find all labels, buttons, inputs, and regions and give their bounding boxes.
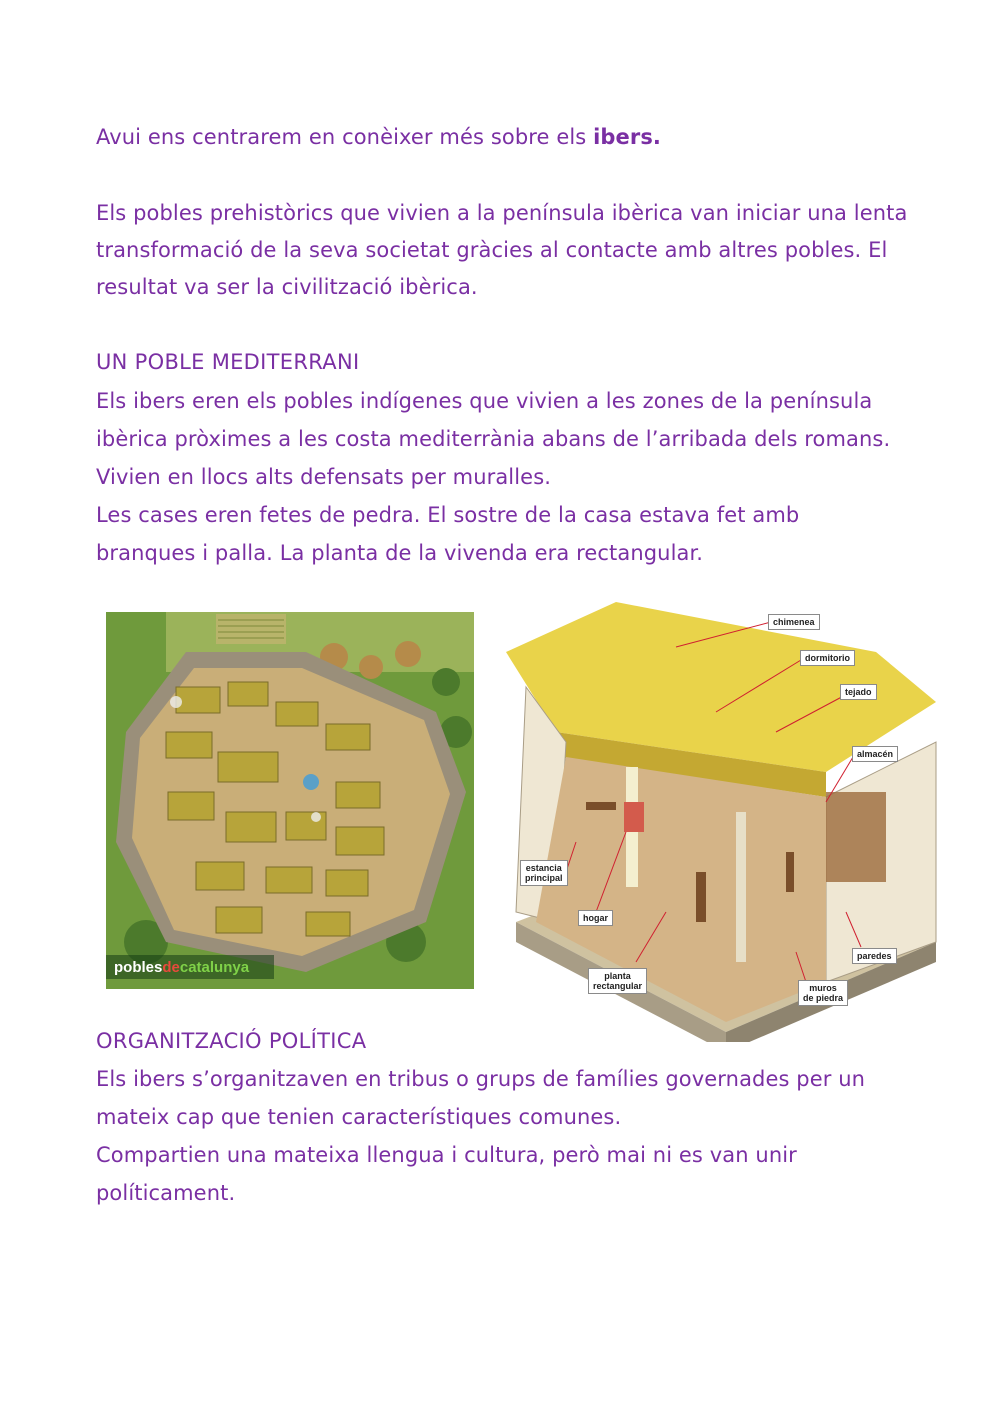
section1-heading: UN POBLE MEDITERRANI	[96, 350, 360, 374]
intro-line	[96, 122, 661, 152]
label-dormitorio: dormitorio	[800, 650, 855, 666]
label-tejado: tejado	[840, 684, 877, 700]
section2-line: mateix cap que tenien característiques comunes.	[96, 1105, 622, 1129]
section2-line: Compartien una mateixa llengua i cultura, però mai ni es van unir	[96, 1143, 797, 1167]
label-almacen: almacén	[852, 746, 898, 762]
label-muros-de-piedra: muros de piedra	[798, 980, 848, 1006]
section1-line: branques i palla. La planta de la vivenda era rectangular.	[96, 541, 704, 565]
section2-heading: ORGANITZACIÓ POLÍTICA	[96, 1029, 367, 1053]
intro-highlight: ibers.	[593, 125, 662, 149]
section2-line: políticament.	[96, 1181, 236, 1205]
paragraph1-line: transformació de la seva societat gràcies al contacte amb altres pobles. El	[96, 238, 888, 262]
label-paredes: paredes	[852, 948, 897, 964]
house-drawing	[496, 592, 948, 1042]
label-hogar: hogar	[578, 910, 613, 926]
label-chimenea: chimenea	[768, 614, 820, 630]
intro-text: Avui ens centrarem en conèixer més sobre els	[96, 125, 594, 149]
village-drawing	[106, 612, 474, 989]
section2-line: Els ibers s’organitzaven en tribus o grups de famílies governades per un	[96, 1067, 866, 1091]
paragraph1-line: resultat va ser la civilització ibèrica.	[96, 275, 478, 299]
section1-line: ibèrica pròximes a les costa mediterrània abans de l’arribada dels romans.	[96, 427, 891, 451]
paragraph1-line: Els pobles prehistòrics que vivien a la península ibèrica van iniciar una lenta	[96, 201, 908, 225]
section1-line: Les cases eren fetes de pedra. El sostre de la casa estava fet amb	[96, 503, 800, 527]
pobles-de-catalunya-logo: pobles de catalunya	[106, 955, 274, 979]
label-planta-rectangular: planta rectangular	[588, 968, 647, 994]
iberian-village-illustration	[106, 612, 474, 989]
section1-line: Vivien en llocs alts defensats per muralles.	[96, 465, 552, 489]
iberian-house-diagram	[496, 592, 948, 1042]
section1-line: Els ibers eren els pobles indígenes que vivien a les zones de la península	[96, 389, 873, 413]
label-estancia-principal: estancia principal	[520, 860, 568, 886]
